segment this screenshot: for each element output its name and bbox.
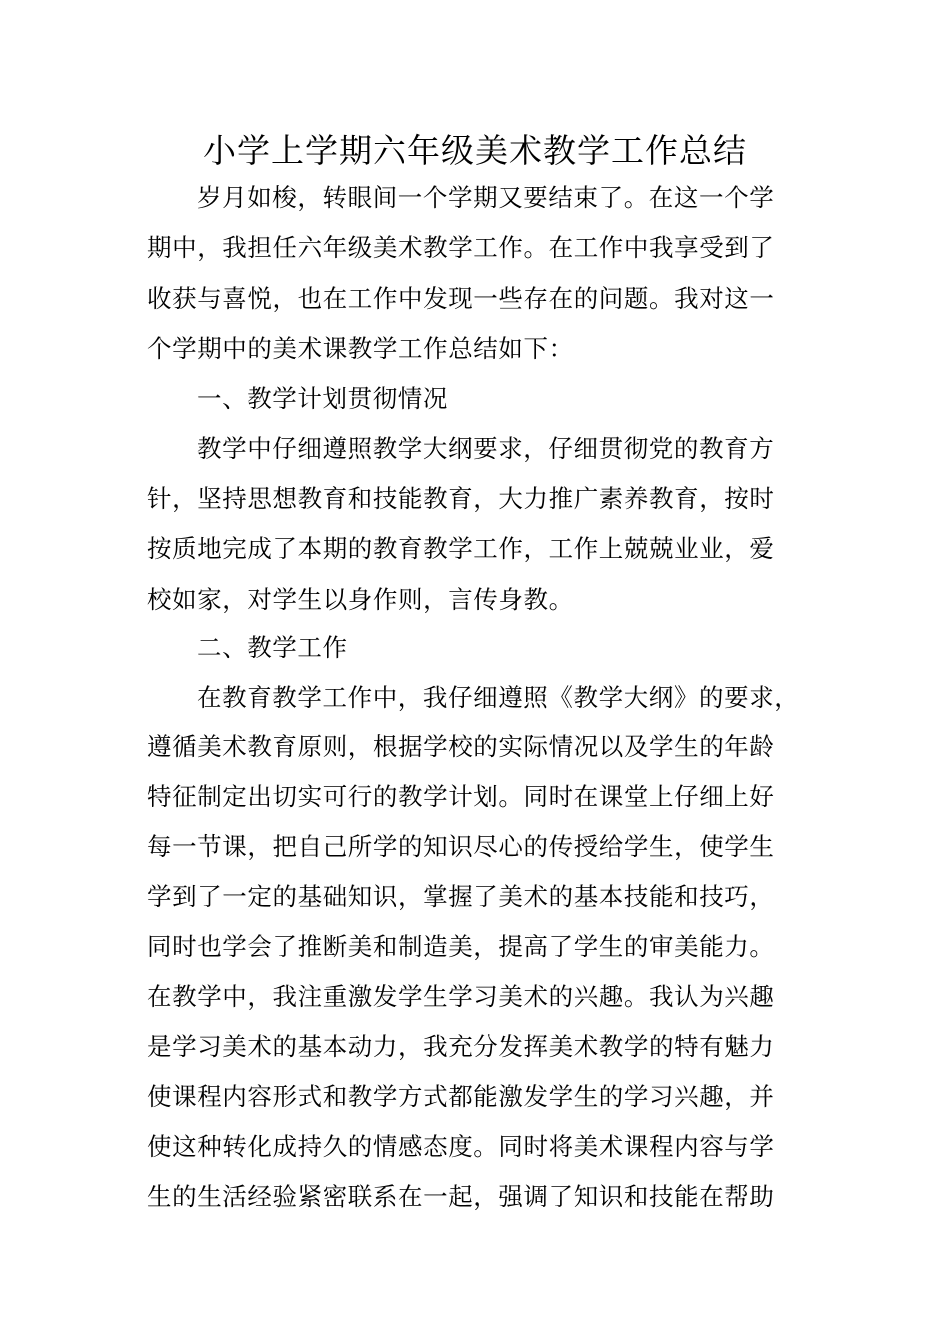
paragraph-line: 按质地完成了本期的教育教学工作，工作上兢兢业业，爱: [147, 534, 775, 563]
paragraph-line: 针，坚持思想教育和技能教育，大力推广素养教育，按时: [147, 484, 775, 513]
paragraph-line: 在教育教学工作中，我仔细遵照《教学大纲》的要求，: [197, 683, 800, 712]
paragraph-line: 遵循美术教育原则，根据学校的实际情况以及学生的年龄: [147, 732, 775, 761]
paragraph-line: 教学中仔细遵照教学大纲要求，仔细贯彻党的教育方: [197, 434, 775, 463]
section-heading: 二、教学工作: [197, 633, 348, 662]
paragraph-line: 使这种转化成持久的情感态度。同时将美术课程内容与学: [147, 1132, 775, 1161]
paragraph-line: 期中，我担任六年级美术教学工作。在工作中我享受到了: [147, 233, 775, 262]
paragraph-line: 每一节课，把自己所学的知识尽心的传授给学生，使学生: [147, 832, 775, 861]
paragraph-line: 收获与喜悦，也在工作中发现一些存在的问题。我对这一: [147, 284, 775, 313]
document-title: 小学上学期六年级美术教学工作总结: [203, 131, 747, 170]
paragraph-line: 校如家，对学生以身作则，言传身教。: [147, 585, 574, 614]
paragraph-line: 是学习美术的基本动力，我充分发挥美术教学的特有魅力: [147, 1032, 775, 1061]
paragraph-line: 同时也学会了推断美和制造美，提高了学生的审美能力。: [147, 932, 775, 961]
paragraph-line: 学到了一定的基础知识，掌握了美术的基本技能和技巧，: [147, 882, 775, 911]
paragraph-line: 使课程内容形式和教学方式都能激发学生的学习兴趣，并: [147, 1082, 775, 1111]
section-heading: 一、教学计划贯彻情况: [197, 384, 448, 413]
paragraph-line: 个学期中的美术课教学工作总结如下：: [147, 334, 574, 363]
paragraph-line: 在教学中，我注重激发学生学习美术的兴趣。我认为兴趣: [147, 982, 775, 1011]
paragraph-line: 岁月如梭，转眼间一个学期又要结束了。在这一个学: [197, 183, 775, 212]
paragraph-line: 特征制定出切实可行的教学计划。同时在课堂上仔细上好: [147, 782, 775, 811]
paragraph-line: 生的生活经验紧密联系在一起，强调了知识和技能在帮助: [147, 1182, 775, 1211]
